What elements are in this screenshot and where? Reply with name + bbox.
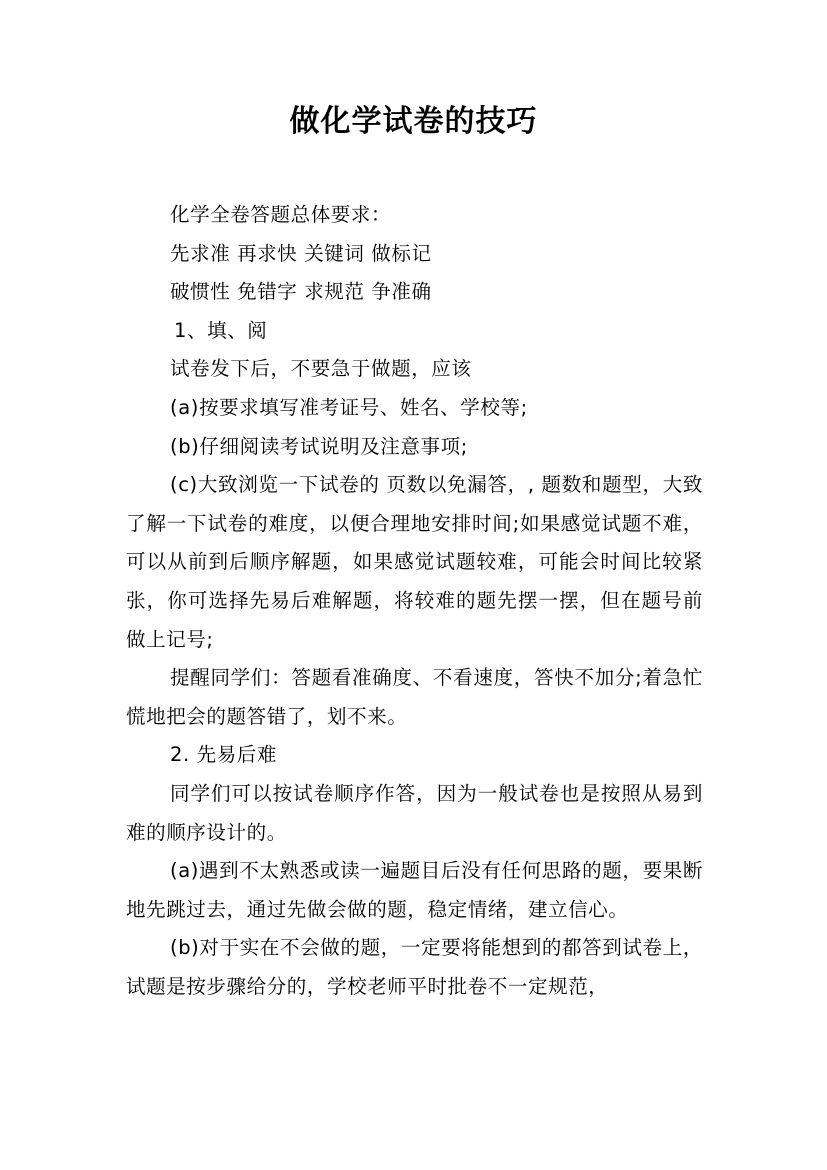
paragraph-rule-line-1: 先求准 再求快 关键词 做标记 <box>170 241 432 265</box>
paragraph-rule-line-2: 破惯性 免错字 求规范 争准确 <box>170 280 432 304</box>
paragraph-skip-unfamiliar: (a)遇到不太熟悉或读一遍题目后没有任何思路的题，要果断地先跳过去，通过先做会做的题，稳定情绪，建立信心。 <box>126 859 703 921</box>
paragraph-item-c: (c)大致浏览一下试卷的 页数以免漏答，, 题数和题型，大致了解一下试卷的难度，以便合理地安排时间;如果感觉试题不难，可以从前到后顺序解题，如果感觉试题较难，可能会时间比较紧张，你可选择先易后难解题，将较难的题先摆一摆，但在题号前做上记号; <box>126 473 703 651</box>
document-title: 做化学试卷的技巧 <box>289 104 538 139</box>
document-body <box>126 196 703 1006</box>
paragraph-order-explanation: 同学们可以按试卷顺序作答，因为一般试卷也是按照从易到难的顺序设计的。 <box>126 781 703 844</box>
paragraph-answer-what-you-can: (b)对于实在不会做的题，一定要将能想到的都答到试卷上，试题是按步骤给分的，学校老师平时批卷不一定规范， <box>126 936 703 998</box>
paragraph-item-b: (b)仔细阅读考试说明及注意事项; <box>170 434 468 458</box>
paragraph-reminder: 提醒同学们：答题看准确度、不看速度，答快不加分;着急忙慌地把会的题答错了，划不来。 <box>126 666 703 728</box>
paragraph-after-distribution: 试卷发下后，不要急于做题，应该 <box>170 357 472 381</box>
section-heading-easy-first: 2. 先易后难 <box>170 743 278 767</box>
section-heading-fill-read: 1、填、阅 <box>174 318 268 342</box>
paragraph-requirements-heading: 化学全卷答题总体要求： <box>170 203 392 226</box>
paragraph-item-a: (a)按要求填写准考证号、姓名、学校等; <box>170 395 528 419</box>
